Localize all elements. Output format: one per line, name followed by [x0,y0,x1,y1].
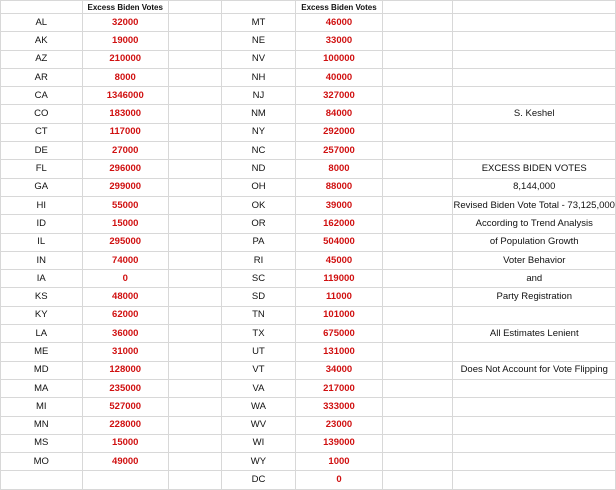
empty-cell[interactable] [382,306,453,324]
empty-cell[interactable] [168,306,221,324]
empty-cell[interactable] [168,215,221,233]
empty-cell[interactable] [168,178,221,196]
state-cell[interactable]: DE [1,142,83,160]
excess-votes-cell[interactable]: 183000 [82,105,168,123]
note-cell[interactable] [453,416,616,434]
excess-votes-cell[interactable]: 45000 [296,251,382,269]
table-row [1,123,616,141]
note-cell[interactable]: Party Registration [453,288,616,306]
header-cell-empty[interactable] [453,1,616,14]
empty-cell[interactable] [382,215,453,233]
excess-votes-cell[interactable]: 34000 [296,361,382,379]
state-cell[interactable]: RI [221,251,296,269]
note-cell[interactable]: S. Keshel [453,105,616,123]
excess-votes-cell[interactable]: 27000 [82,142,168,160]
excess-votes-cell[interactable]: 36000 [82,325,168,343]
empty-cell[interactable] [382,142,453,160]
empty-cell[interactable] [382,251,453,269]
table-row [1,343,616,361]
state-cell[interactable]: NY [221,123,296,141]
excess-votes-cell[interactable]: 217000 [296,379,382,397]
note-cell[interactable] [453,68,616,86]
empty-cell[interactable] [382,87,453,105]
state-cell[interactable]: ME [1,343,83,361]
excess-votes-cell[interactable]: 33000 [296,32,382,50]
empty-cell[interactable] [168,453,221,471]
state-cell[interactable]: VT [221,361,296,379]
note-cell[interactable] [453,14,616,32]
empty-cell[interactable] [382,50,453,68]
note-cell[interactable]: Voter Behavior [453,251,616,269]
table-row [1,196,616,214]
state-cell[interactable]: NJ [221,87,296,105]
header-row [1,1,616,14]
state-cell[interactable]: SC [221,270,296,288]
state-cell[interactable]: AR [1,68,83,86]
excess-votes-cell[interactable]: 55000 [82,196,168,214]
excess-votes-cell[interactable]: 101000 [296,306,382,324]
excess-votes-cell[interactable]: 8000 [296,160,382,178]
empty-cell[interactable] [382,453,453,471]
excess-votes-cell[interactable]: 257000 [296,142,382,160]
state-cell[interactable]: ID [1,215,83,233]
excess-votes-cell[interactable]: 128000 [82,361,168,379]
empty-cell[interactable] [382,178,453,196]
empty-cell[interactable] [382,379,453,397]
excess-votes-cell[interactable]: 74000 [82,251,168,269]
table-row [1,270,616,288]
note-cell[interactable] [453,87,616,105]
state-cell[interactable]: HI [1,196,83,214]
empty-cell[interactable] [382,160,453,178]
empty-cell[interactable] [168,251,221,269]
excess-votes-cell[interactable]: 295000 [82,233,168,251]
empty-cell[interactable] [382,398,453,416]
state-cell[interactable]: OR [221,215,296,233]
excess-votes-cell[interactable]: 162000 [296,215,382,233]
empty-cell[interactable] [168,343,221,361]
empty-cell[interactable] [382,14,453,32]
state-cell[interactable]: KY [1,306,83,324]
state-cell[interactable]: GA [1,178,83,196]
table-row [1,251,616,269]
table-row [1,215,616,233]
note-cell[interactable] [453,379,616,397]
table-row [1,160,616,178]
state-cell[interactable]: OH [221,178,296,196]
empty-cell[interactable] [382,196,453,214]
header-cell-empty[interactable] [1,1,83,14]
state-cell[interactable]: VA [221,379,296,397]
state-cell[interactable]: NC [221,142,296,160]
table-row [1,68,616,86]
excess-votes-cell[interactable]: 8000 [82,68,168,86]
table-row [1,379,616,397]
empty-cell[interactable] [168,471,221,489]
excess-votes-cell[interactable]: 62000 [82,306,168,324]
empty-cell[interactable] [168,196,221,214]
table-row [1,306,616,324]
table-row [1,471,616,489]
empty-cell[interactable] [382,270,453,288]
excess-votes-cell[interactable]: 119000 [296,270,382,288]
state-cell[interactable]: IA [1,270,83,288]
header-cell-empty[interactable] [168,1,221,14]
excess-votes-cell[interactable]: 504000 [296,233,382,251]
note-cell[interactable]: of Population Growth [453,233,616,251]
note-cell[interactable] [453,306,616,324]
table-row [1,178,616,196]
state-cell[interactable]: AK [1,32,83,50]
empty-cell[interactable] [168,87,221,105]
table-row [1,434,616,452]
note-cell[interactable] [453,32,616,50]
empty-cell[interactable] [382,68,453,86]
table-row [1,50,616,68]
state-cell[interactable]: WV [221,416,296,434]
table-row [1,87,616,105]
excess-votes-cell[interactable]: 210000 [82,50,168,68]
empty-cell[interactable] [168,142,221,160]
state-cell[interactable]: WI [221,434,296,452]
empty-cell[interactable] [382,233,453,251]
excess-votes-cell[interactable]: 15000 [82,434,168,452]
excess-votes-cell[interactable]: 40000 [296,68,382,86]
empty-cell[interactable] [168,288,221,306]
table-row [1,453,616,471]
excess-votes-cell[interactable]: 39000 [296,196,382,214]
table-row [1,325,616,343]
state-cell[interactable]: IL [1,233,83,251]
header-cell-empty[interactable] [382,1,453,14]
state-cell[interactable]: MO [1,453,83,471]
table-row [1,142,616,160]
empty-cell[interactable] [382,434,453,452]
state-cell[interactable]: WY [221,453,296,471]
state-cell[interactable]: AL [1,14,83,32]
excess-votes-cell[interactable]: 1000 [296,453,382,471]
empty-cell[interactable] [168,123,221,141]
excess-votes-cell[interactable]: 31000 [82,343,168,361]
empty-cell[interactable] [382,471,453,489]
state-cell[interactable]: DC [221,471,296,489]
empty-cell[interactable] [168,270,221,288]
state-cell[interactable]: CA [1,87,83,105]
empty-cell[interactable] [382,105,453,123]
excess-votes-cell[interactable]: 235000 [82,379,168,397]
empty-cell[interactable] [382,361,453,379]
empty-cell[interactable] [168,361,221,379]
empty-cell[interactable] [382,416,453,434]
note-cell[interactable] [453,123,616,141]
excess-votes-cell[interactable]: 23000 [296,416,382,434]
empty-cell[interactable] [168,398,221,416]
excess-votes-cell[interactable]: 1346000 [82,87,168,105]
state-cell[interactable]: LA [1,325,83,343]
table-row [1,32,616,50]
note-cell[interactable] [453,398,616,416]
note-cell[interactable] [453,142,616,160]
excess-votes-cell[interactable]: 84000 [296,105,382,123]
state-cell[interactable]: IN [1,251,83,269]
table-row [1,105,616,123]
excess-votes-cell[interactable]: 0 [296,471,382,489]
excess-votes-cell[interactable]: 139000 [296,434,382,452]
empty-cell[interactable] [168,434,221,452]
excess-votes-cell[interactable]: 296000 [82,160,168,178]
state-cell[interactable]: MS [1,434,83,452]
empty-cell[interactable] [382,343,453,361]
note-cell[interactable] [453,434,616,452]
empty-cell[interactable] [168,32,221,50]
state-cell[interactable]: UT [221,343,296,361]
note-cell[interactable] [453,343,616,361]
empty-cell[interactable] [382,32,453,50]
table-row [1,398,616,416]
state-cell[interactable]: NH [221,68,296,86]
excess-votes-cell[interactable]: 88000 [296,178,382,196]
empty-cell[interactable] [168,68,221,86]
empty-cell[interactable] [168,14,221,32]
state-cell[interactable]: NE [221,32,296,50]
state-cell[interactable]: MT [221,14,296,32]
state-cell[interactable]: KS [1,288,83,306]
excess-votes-cell[interactable]: 228000 [82,416,168,434]
note-cell[interactable] [453,50,616,68]
excess-votes-cell[interactable]: 49000 [82,453,168,471]
note-cell[interactable]: 8,144,000 [453,178,616,196]
table-row [1,288,616,306]
excess-votes-cell[interactable]: 100000 [296,50,382,68]
header-cell-empty[interactable] [221,1,296,14]
excess-votes-cell[interactable]: 15000 [82,215,168,233]
state-cell[interactable]: MA [1,379,83,397]
state-cell[interactable]: WA [221,398,296,416]
note-cell[interactable] [453,453,616,471]
table-row [1,416,616,434]
excess-votes-cell[interactable]: 46000 [296,14,382,32]
note-cell[interactable]: All Estimates Lenient [453,325,616,343]
state-cell[interactable]: MD [1,361,83,379]
table-row [1,233,616,251]
note-cell[interactable]: Does Not Account for Vote Flipping [453,361,616,379]
excess-votes-cell[interactable] [82,471,168,489]
state-cell[interactable]: CO [1,105,83,123]
empty-cell[interactable] [382,123,453,141]
state-cell[interactable]: AZ [1,50,83,68]
empty-cell[interactable] [168,160,221,178]
state-cell[interactable]: OK [221,196,296,214]
note-cell[interactable]: and [453,270,616,288]
excess-votes-cell[interactable]: 299000 [82,178,168,196]
excess-votes-cell[interactable]: 48000 [82,288,168,306]
excess-votes-cell[interactable]: 117000 [82,123,168,141]
state-cell[interactable]: TN [221,306,296,324]
empty-cell[interactable] [168,50,221,68]
state-cell[interactable]: MN [1,416,83,434]
excess-votes-cell[interactable]: 0 [82,270,168,288]
state-cell[interactable]: CT [1,123,83,141]
state-cell[interactable] [1,471,83,489]
state-cell[interactable]: NM [221,105,296,123]
table-row [1,361,616,379]
empty-cell[interactable] [168,325,221,343]
note-cell[interactable]: According to Trend Analysis [453,215,616,233]
state-cell[interactable]: ND [221,160,296,178]
empty-cell[interactable] [168,233,221,251]
state-cell[interactable]: PA [221,233,296,251]
excess-votes-cell[interactable]: 32000 [82,14,168,32]
state-cell[interactable]: NV [221,50,296,68]
excess-votes-cell[interactable]: 292000 [296,123,382,141]
state-cell[interactable]: SD [221,288,296,306]
state-cell[interactable]: MI [1,398,83,416]
excess-votes-cell[interactable]: 11000 [296,288,382,306]
empty-cell[interactable] [168,105,221,123]
empty-cell[interactable] [382,325,453,343]
table-row [1,14,616,32]
state-cell[interactable]: TX [221,325,296,343]
note-cell[interactable] [453,471,616,489]
excess-votes-cell[interactable]: 131000 [296,343,382,361]
note-cell[interactable]: EXCESS BIDEN VOTES [453,160,616,178]
excess-votes-cell[interactable]: 19000 [82,32,168,50]
empty-cell[interactable] [168,416,221,434]
header-excess-votes-right[interactable]: Excess Biden Votes [296,1,382,14]
empty-cell[interactable] [168,379,221,397]
empty-cell[interactable] [382,288,453,306]
excess-votes-cell[interactable]: 527000 [82,398,168,416]
state-cell[interactable]: FL [1,160,83,178]
excess-votes-cell[interactable]: 333000 [296,398,382,416]
excess-votes-cell[interactable]: 327000 [296,87,382,105]
note-cell[interactable]: Revised Biden Vote Total - 73,125,000 [453,196,616,214]
excess-votes-cell[interactable]: 675000 [296,325,382,343]
header-excess-votes-left[interactable]: Excess Biden Votes [82,1,168,14]
